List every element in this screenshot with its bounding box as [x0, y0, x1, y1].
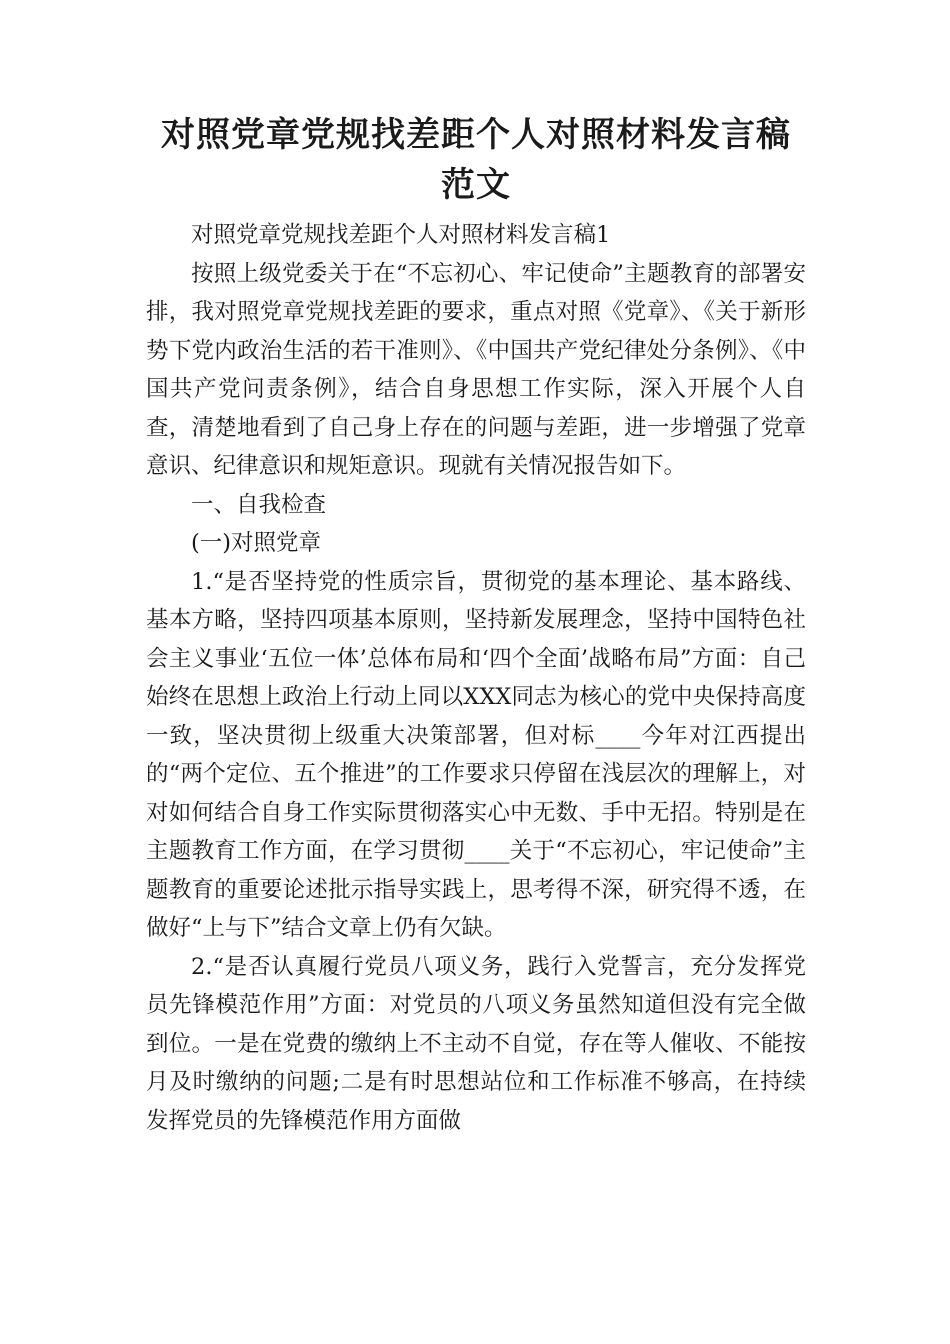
- section-heading-self-check: 一、自我检查: [191, 491, 327, 518]
- subsection-heading-party-constitution: (一)对照党章: [191, 530, 322, 556]
- paragraph-subtitle: 对照党章党规找差距个人对照材料发言稿1: [191, 222, 611, 248]
- document-page: [146, 110, 806, 1140]
- paragraph-item-1: 1.“是否坚持党的性质宗旨，贯彻党的基本理论、基本路线、基本方略，坚持四项基本原则，坚持新发展理念，坚持中国特色社会主义事业‘五位一体’总体布局和‘四个全面’战略布局”方面：自己始终在思想上政治上行动上同以XXX同志为核心的党中央保持高度一致，坚决贯彻上级重大决策部署，但对标____今年对江西提出的“两个定位、五个推进”的工作要求只停留在浅层次的理解上，对对如何结合自身工作实际贯彻落实心中无数、手中无招。特别是在主题教育工作方面，在学习贯彻____关于“不忘初心，牢记使命”主题教育的重要论述批示指导实践上，思考得不深，研究得不透，在做好“上与下”结合文章上仍有欠缺。: [146, 568, 806, 941]
- document-title: 对照党章党规找差距个人对照材料发言稿范文: [161, 115, 791, 205]
- paragraph-intro: 按照上级党委关于在“不忘初心、牢记使命”主题教育的部署安排，我对照党章党规找差距的要求，重点对照《党章》、《关于新形势下党内政治生活的若干准则》、《中国共产党纪律处分条例》、《中国共产党问责条例》，结合自身思想工作实际，深入开展个人自查，清楚地看到了自己身上存在的问题与差距，进一步增强了党章意识、纪律意识和规矩意识。现就有关情况报告如下。: [146, 260, 806, 479]
- paragraph-item-2: 2.“是否认真履行党员八项义务，践行入党誓言，充分发挥党员先锋模范作用”方面：对党员的八项义务虽然知道但没有完全做到位。一是在党费的缴纳上不主动不自觉，存在等人催收、不能按月及时缴纳的问题;二是有时思想站位和工作标准不够高，在持续发挥党员的先锋模范作用方面做: [146, 953, 806, 1134]
